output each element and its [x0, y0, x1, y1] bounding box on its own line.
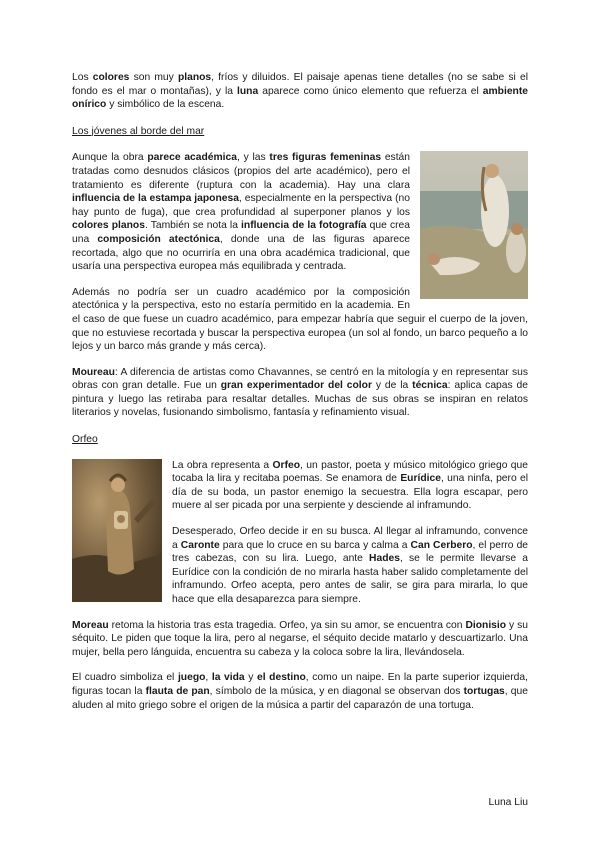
section-heading-jovenes: Los jóvenes al borde del mar	[72, 125, 205, 137]
orfeo-paragraph-2: Desesperado, Orfeo decide ir en su busca. Al llegar al inframundo, convence a Caronte para que lo cruce en su barca y calma a Can Cerbero, el perro de tres cabezas, con su lira. Luego, ante Hades, se le permite llevarse a Eurídice con la condición de no mirarla hasta haber salido completamente del inframundo. Orfeo acepta, pero antes de salir, se gira para mirarla, lo que hace que ella desaparezca para siempre.	[172, 526, 529, 605]
document-body	[72, 71, 528, 712]
jovenes-paragraph-2: Además no podría ser un cuadro académico por la composición atectónica y la perspectiva, esto no estaría permitido en la academia. En el caso de que fuese un cuadro académico, para empezar habría que seguir el cuerpo de la joven, que no estuviese recortada y buscar la perspectiva europea (un sol al fondo, un barco pequeño a lo lejos y un barco más grande y más cerca).	[72, 286, 528, 353]
painting-orfeo-image	[72, 459, 162, 602]
painting-jovenes-image	[420, 151, 528, 299]
orfeo-paragraph-3: Moreau retoma la historia tras esta tragedia. Orfeo, ya sin su amor, se encuentra con Dionisio y su séquito. Le piden que toque la lira, pero al negarse, el séquito decide matarlo y descuartizarlo. Una mujer, bella pero lánguida, encuentra su cabeza y la coloca sobre la lira, llevándosela.	[72, 619, 528, 658]
orfeo-paragraph-4: El cuadro simboliza el juego, la vida y el destino, como un naipe. En la parte superior izquierda, figuras tocan la flauta de pan, símbolo de la música, y en diagonal se observan dos tortugas, que aluden al mito griego sobre el origen de la música a partir del caparazón de una tortuga.	[72, 672, 528, 711]
intro-paragraph: Los colores son muy planos, fríos y diluidos. El paisaje apenas tiene detalles (no se sabe si el fondo es el mar o montañas), y la luna aparece como único elemento que refuerza el ambiente onírico y simbólico de la escena.	[72, 72, 528, 111]
section-heading-orfeo: Orfeo	[72, 434, 98, 446]
jovenes-paragraph-1: Aunque la obra parece académica, y las tres figuras femeninas están tratadas como desnudos clásicos (propios del arte académico), pero el tratamiento es diferente (ruptura con la academia). Hay una clara influencia de la estampa japonesa, especialmente en la perspectiva (no hay punto de fuga), que crea profundidad al superponer planos y los colores planos. También se nota la influencia de la fotografía que crea una composición atectónica, donde una de las figuras aparece recortada, algo que no ocurriría en una obra académica tradicional, que usaría una perspectiva europea más equilibrada y centrada.	[72, 152, 411, 273]
orfeo-paragraph-1: La obra representa a Orfeo, un pastor, poeta y músico mitológico griego que tocaba la lira y recitaba poemas. Se enamora de Eurídice, una ninfa, pero el día de su boda, un pastor enemigo la secuestra. Ella logra escapar, pero muere al ser picada por una serpiente y desciende al inframundo.	[172, 459, 528, 512]
author-footer: Luna Liu	[488, 797, 528, 808]
moureau-paragraph: Moureau: A diferencia de artistas como Chavannes, se centró en la mitología y en representar sus obras con gran detalle. Fue un gran experimentador del color y de la técnica: aplica capas de pintura y luego las retiraba para resaltar detalles. Muchas de sus obras se inspiran en relatos literarios y novelas, fusionando simbolismo, fantasía y refinamiento visual.	[72, 366, 528, 419]
